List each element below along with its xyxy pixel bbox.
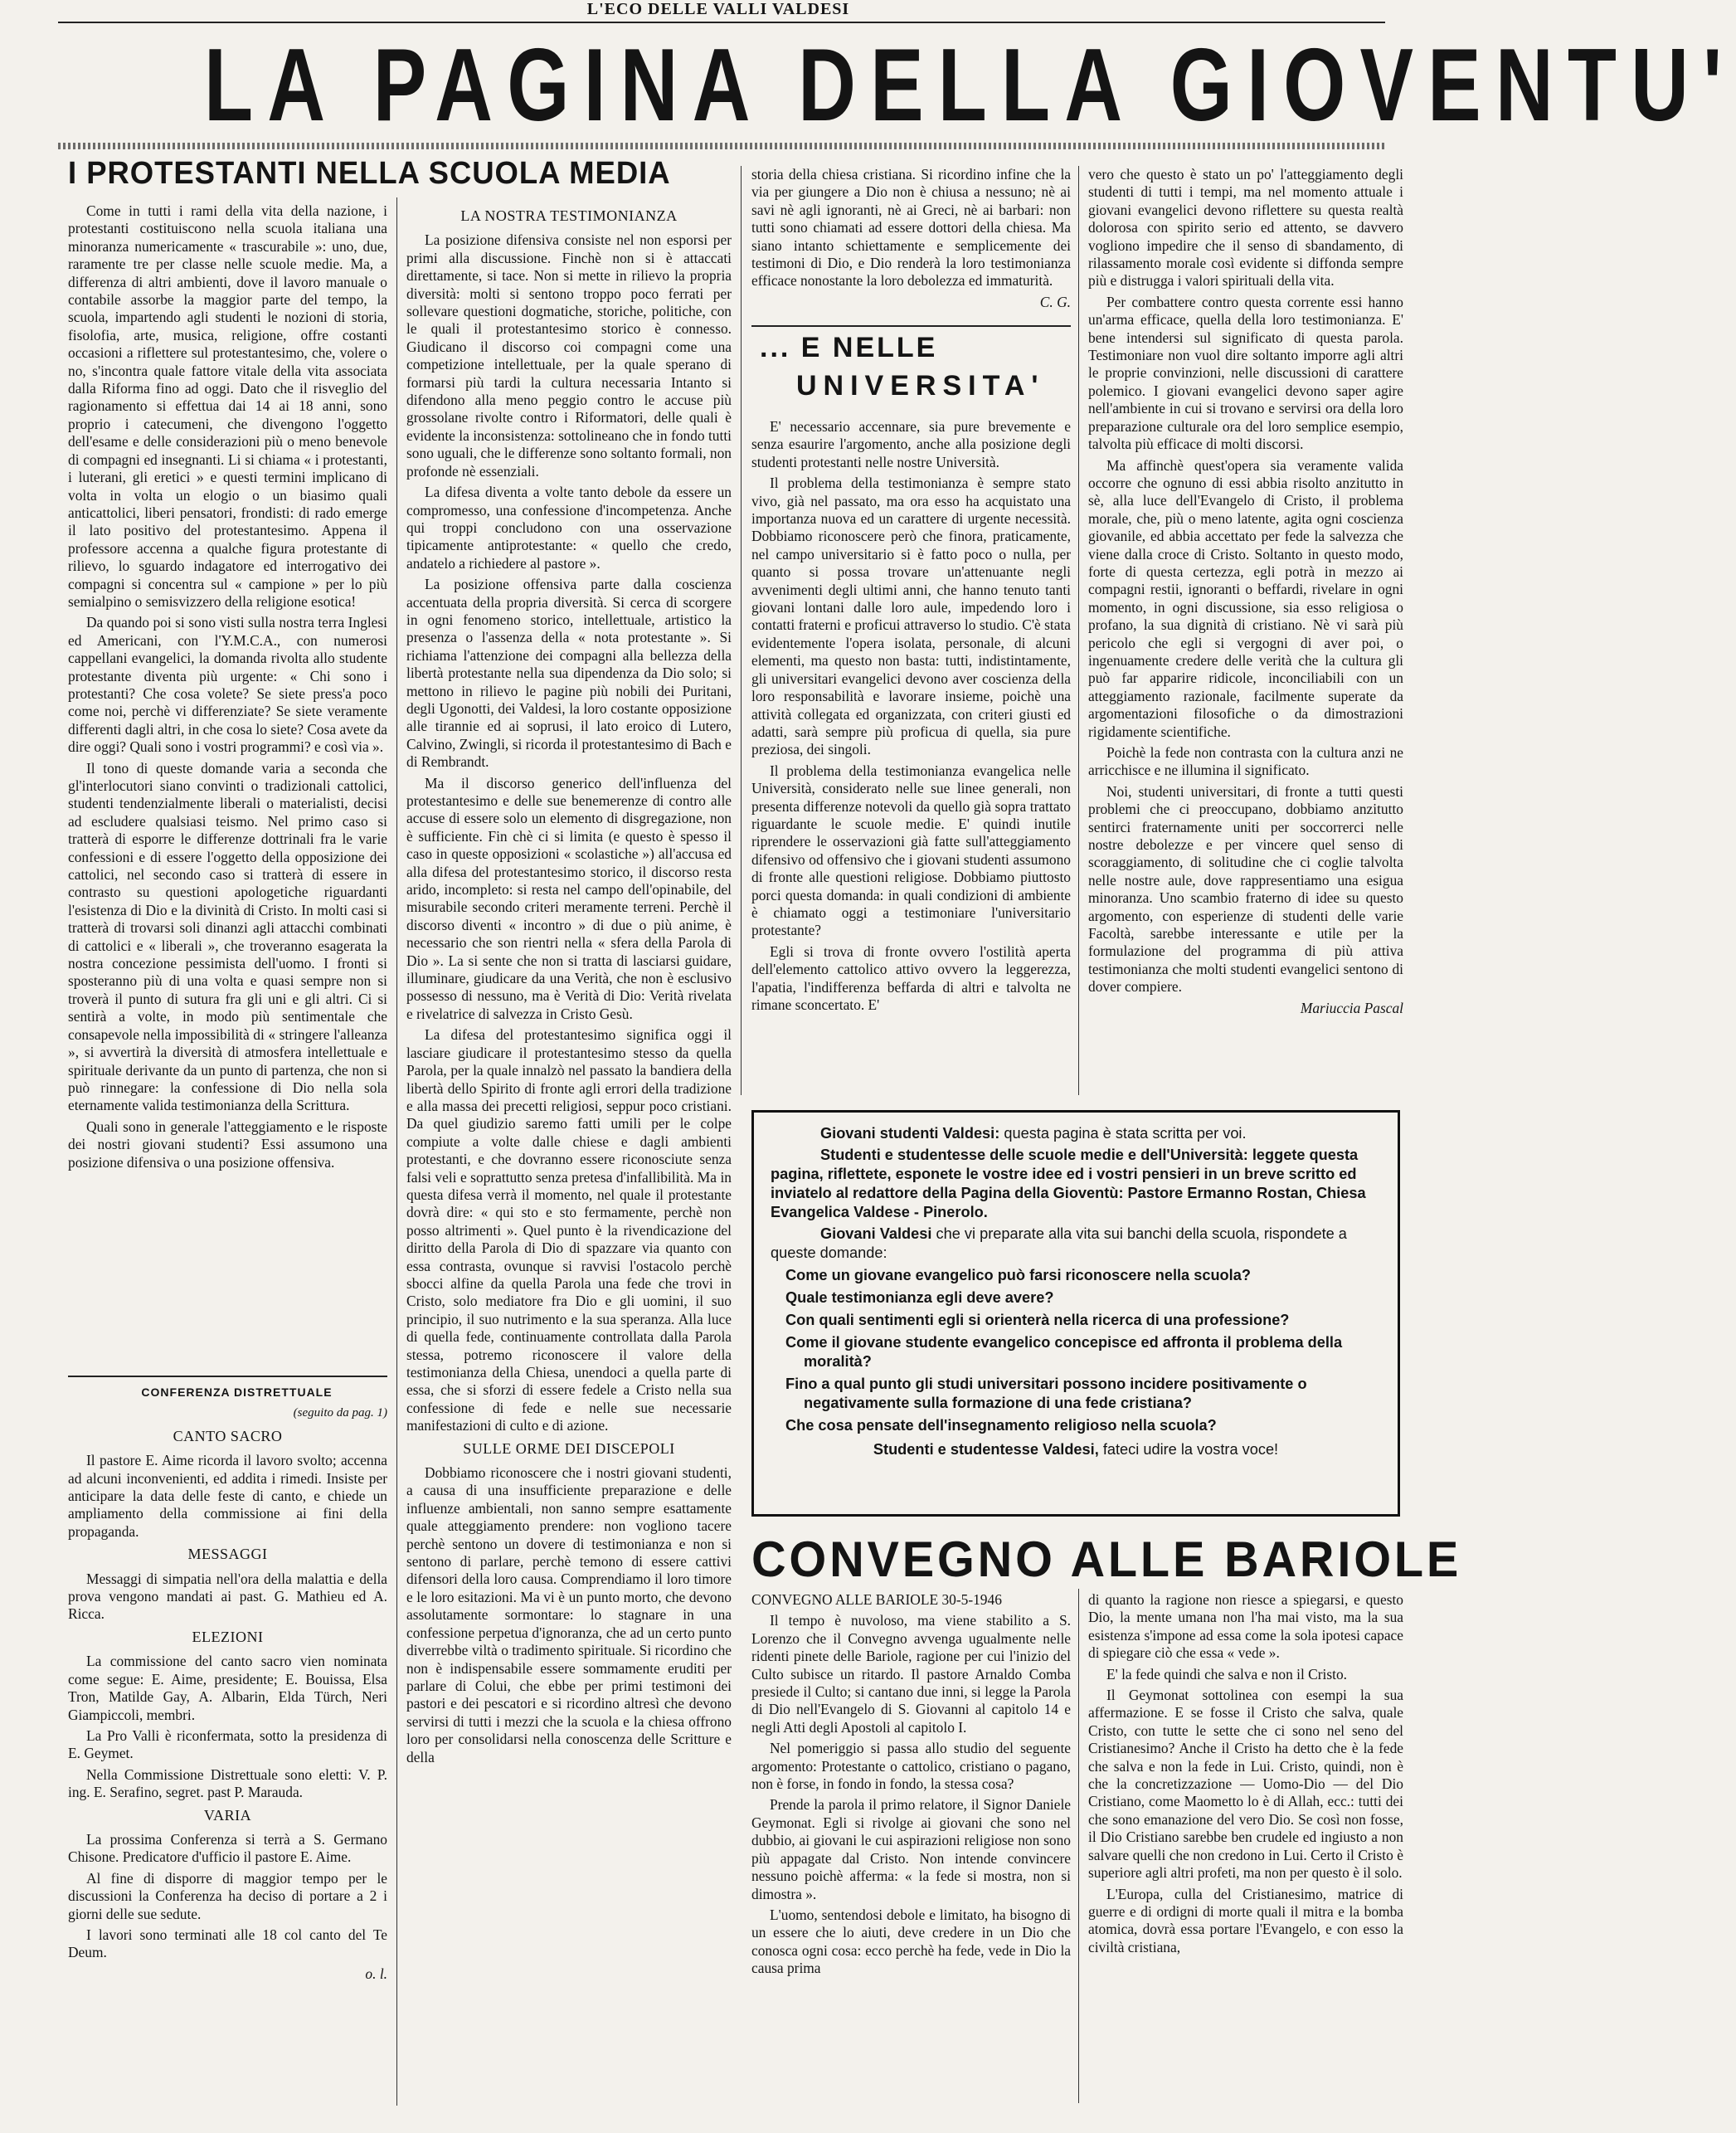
conferenza-title: CONFERENZA DISTRETTUALE [141, 1385, 333, 1399]
appeal-box [751, 1110, 1400, 1517]
paragraph: La posizione offensiva parte dalla coscienza accentuata della propria diversità. Si cerca di scorgere in ogni fenomeno storico, intellettuale, artistico la presenza o l'assenza della « nota protestante ». Si richiama l'attenzione dei compagni alla bellezza della libertà protestante nella sua dipendenza da Dio solo; si mettono in rilievo le pagine più nobili dei Puritani, degli Ugonotti, dei Valdesi, la loro costante opposizione alle tirannie ed ai soprusi, il lato eroico di Lutero, Calvino, Zwingli, si ricorda il protestantesimo di Bach e di Rembrandt. [406, 576, 732, 771]
appeal-label: Studenti e studentesse delle scuole medie e dell'Università: [820, 1147, 1248, 1163]
question-item: Che cosa pensate dell'insegnamento religioso nella scuola? [785, 1417, 1217, 1434]
column-rule [1078, 166, 1079, 1095]
paragraph: CONVEGNO ALLE BARIOLE 30-5-1946 [751, 1591, 1002, 1608]
paragraph: Il problema della testimonianza evangelica nelle Università, considerato nelle sue linee generali, non presenta differenze notevoli da quello già sopra trattato riguardante le scuole medie. E' quindi inutile riprendere le osservazioni già fatte sull'atteggiamento difensivo od offensivo che i giovani studenti assumono di fronte alle questioni religiose. Dobbiamo piuttosto porci questa domanda: in quali condizioni di ambiente è chiamato oggi a testimoniare l'universitario protestante? [751, 762, 1071, 939]
paragraph: Nella Commissione Distrettuale sono eletti: V. P. ing. E. Serafino, segret. past P. Marauda. [68, 1765, 387, 1801]
paragraph: La difesa diventa a volte tanto debole da essere un compromesso, una confessione d'incompetenza. Anche qui troppi concludono con una osservazione tipicamente antiprotestante: « quello che credo, andatelo a richiedere al pastore ». [406, 484, 732, 572]
section-heading: CANTO SACRO [173, 1427, 283, 1444]
section-divider [751, 325, 1071, 327]
paragraph: Il pastore E. Aime ricorda il lavoro svolto; accenna ad alcuni inconvenienti, ed addita i rimedi. Insiste per anticipare la data delle feste di canto, e chiede un ampliamento della commissione ai fini della propaganda. [68, 1452, 387, 1540]
paragraph: di quanto la ragione non riesce a spiegarsi, e questo Dio, la mente umana non l'ha mai visto, ma la sua esistenza s'impone ad essa come la sola ipotesi capace di spiegare ciò che essa « vede ». [1088, 1591, 1403, 1662]
appeal-paragraph [771, 1225, 1381, 1263]
article-column-3 [751, 418, 1071, 1095]
paragraph: La commissione del canto sacro vien nominata come segue: E. Aime, presidente; E. Bouissa, Elsa Tron, Matilde Gay, A. Albarin, Elda Türch, Neri Giampiccoli, membri. [68, 1653, 387, 1723]
page-masthead: LA PAGINA DELLA GIOVENTU' [204, 28, 1736, 143]
closing-label: Studenti e studentesse Valdesi, [873, 1441, 1099, 1458]
paragraph: Nel pomeriggio si passa allo studio del seguente argomento: Protestante o cattolico, cristiano o pagano, non è forse, in fondo in fondo, la stessa cosa? [751, 1740, 1071, 1793]
appeal-text: questa pagina è stata scritta per voi. [1004, 1125, 1247, 1142]
question-item: Con quali sentimenti egli si orienterà nella ricerca di una professione? [785, 1312, 1290, 1328]
paragraph: Noi, studenti universitari, di fronte a tutti questi problemi che ci preoccupano, dobbiamo anzitutto sentirci fraternamente uniti per soccorrerci nelle nostre debolezze e per vincere quel senso di scoraggiamento, di solitudine che ci coglie talvolta nelle nostre aule, dove rappresentiamo una esigua minoranza. Uno scambio fraterno di idee su questo argomento, con esperienze di studenti delle varie Facoltà, sarebbe interessante e utile per la formulazione del programma di più attiva testimonianza che molti studenti evangelici sentono di dover compiere. [1088, 782, 1403, 996]
section-heading: SULLE ORME DEI DISCEPOLI [463, 1439, 675, 1457]
appeal-text: leggete questa pagina, riflettete, esponete le vostre idee ed i vostri pensieri in un breve scritto ed inviatelo al redattore della Pagina della Gioventù: Pastore Ermanno Rostan, Chiesa Evangelica Valdese - Pinerolo. [771, 1147, 1366, 1220]
paragraph: Messaggi di simpatia nell'ora della malattia e della prova vengono mandati ai past. G. Mathieu ed A. Ricca. [68, 1570, 387, 1623]
paragraph: Il Geymonat sottolinea con esempi la sua affermazione. E se fosse il Cristo che salva, quale Cristo, con tutte le sette che ci sono nel seno del Cristianesimo? Anche il Cristo ha detto che è la fede che salva e non la fede in Lui. Cristo, quindi, non è che la concretizzazione — Uomo-Dio — del Dio Cristiano, come Maometto lo è di Allah, ecc.: tutti dei che sono emanazione del vero Dio. Se così non fosse, il Dio Cristiano sarebbe ben crudele ed ingiusto a non salvare quelli che non credono in Lui. Certo il Cristo è superiore agli altri profeti, ma non per questo è il solo. [1088, 1687, 1403, 1882]
question-item: Come il giovane studente evangelico concepisce ed affronta il problema della moralità? [785, 1334, 1343, 1370]
paragraph: Ma il discorso generico dell'influenza del protestantesimo e delle sue benemerenze di contro alle accuse di essere solo un elemento di disgregazione, non è sufficiente. Fin chè ci si limita (e questo è spesso il caso in queste opposizioni « scolastiche ») all'accusa ed alla difesa del protestantesimo storico, il discorso resta arido, incompleto: si resta nel campo dell'opinabile, del misurabile secondo criteri meramente terreni. Perchè il discorso diventi « incontro » di due o più anime, è necessario che son rientri nella « sfera della Parola di Dio ». La si sente che non si tratta di lasciarsi guidare, illuminare, giudicare da una Verità, che non è esclusivo possesso di nessuno, ma è Verità di Dio: Verità rivelata e rivelatrice di salvezza in Cristo Gesù. [406, 774, 732, 1022]
appeal-paragraph [771, 1124, 1381, 1143]
section-heading: LA NOSTRA TESTIMONIANZA [460, 207, 678, 224]
paragraph: Il tono di queste domande varia a seconda che gl'interlocutori siano convinti o tradizionali cattolici, studenti tendenzialmente liberali o materialisti, decisi ad escludere qualsiasi teismo. Nel primo caso si tratterà di esporre le differenze dottrinali fra le varie confessioni e di essere l'oggetto della opposizione dei cattolici, nel secondo caso si tratterà di essere in contrasto su questioni apologetiche riguardanti l'esistenza di Dio e la divinità di Cristo. In molti casi si tratterà di trovarsi soli dinanzi agli attacchi combinati di cattolici e « liberali », che troveranno esagerata la nostra concezione pessimista dell'uomo. I fronti si sposteranno più di una volta e quasi sempre non si troverà il punto di sutura fra gli uni e gli altri. Ci si sentirà a volte, in modo più sentimentale che consapevole nella impossibilità di « stringere l'alleanza », si avvertirà la diversità di atmosfera intellettuale e spirituale derivante da un punto di partenza, che non si può rinnegare: la confessione di Dio nella sola eternamente valida testimonianza della Scrittura. [68, 759, 387, 1114]
paragraph: L'Europa, culla del Cristianesimo, matrice di guerre e di ordigni di morte quali il mitra e la bomba atomica, dovrà essa portare l'Evangelo, e con esso la civiltà cristiana, [1088, 1885, 1403, 1955]
convegno-column-1 [751, 1591, 1071, 2114]
appeal-label: Giovani Valdesi [820, 1225, 932, 1242]
paragraph: La posizione difensiva consiste nel non esporsi per primi alla discussione. Finchè non si è attaccati direttamente, si tace. Non si mette in rilievo la propria diversità: molti si sentono troppo poco ferrati per sollevare questioni dogmatiche, storiche, politiche, con le quali il protestantesimo storico è connesso. Giudicano il discorso coi compagni come una competizione intellettuale, per la quale sperano di formarsi più tardi la cultura necessaria Intanto si difendono alla meno peggio contro le accuse più grossolane rivolte contro i Riformatori, delle quali è evidente la inconsistenza: sottolineano che in fondo tutti sono uguali, che le differenze sono soltanto formali, non profonde nè essenziali. [406, 231, 732, 480]
paragraph: Egli si trova di fronte ovvero l'ostilità aperta dell'elemento cattolico attivo ovvero la leggerezza, l'apatia, l'indifferenza beffarda di altri e talvolta ne rimane sconcertato. E' [751, 942, 1071, 1013]
paragraph: Quali sono in generale l'atteggiamento e le risposte dei nostri giovani studenti? Essi assumono una posizione difensiva o una posizione offensiva. [68, 1118, 387, 1171]
section-heading: ELEZIONI [192, 1628, 264, 1645]
paragraph: Poichè la fede non contrasta con la cultura anzi ne arricchisce e ne illumina il significato. [1088, 744, 1403, 779]
section-heading: MESSAGGI [187, 1546, 268, 1563]
signature: o. l. [365, 1965, 387, 1982]
article-headline: ... E NELLE [760, 332, 938, 363]
paragraph: Per combattere contro questa corrente essi hanno un'arma efficace, quella della loro testimonianza. E' bene intendersi sul significato di questa parola. Testimoniare non vuol dire soltanto imporre agli altri le proprie convinzioni, nelle discussioni di carattere polemico. I giovani evangelici devono saper agire nell'ambiente in cui si trovano e servirsi ora della loro preparazione culturale ora del loro semplice esempio, talvolta più efficace di molti discorsi. [1088, 293, 1403, 453]
section-heading: VARIA [203, 1806, 252, 1824]
question-item: Fino a qual punto gli studi universitari possono incidere positivamente o negativamente sulla formazione di una fede cristiana? [785, 1376, 1307, 1411]
question-item: Come un giovane evangelico può farsi riconoscere nella scuola? [785, 1267, 1251, 1283]
signature: Mariuccia Pascal [1300, 999, 1403, 1016]
column-rule [396, 197, 397, 2106]
article-headline: UNIVERSITA' [796, 370, 1045, 402]
article-column-2 [406, 202, 732, 2111]
paragraph: Ma affinchè quest'opera sia veramente valida occorre che ognuno di essi abbia risolto anzitutto in sè, alla luce dell'Evangelo di Cristo, il problema morale, che, più o meno latente, agita ogni coscienza giovanile, ed abbia accettato per fede la salvezza che viene dalla croce di Cristo. Soltanto in questo modo, forte di questa certezza, egli potrà in mezzo ai compagni restii, ignoranti o beffardi, rivelare in ogni momento, in ogni discussione, sia esso religiosa o profano, la sua dignità di cristiano. Nè vi sarà più pericolo che egli si vergogni di aver poi, o ingenuamente credere delle verità che la cultura gli può far apparire ridicole, inconciliabili con un atteggiamento razionale, facilmente superate da argomentazioni filosofiche o da dimostrazioni rigidamente scientifiche. [1088, 456, 1403, 740]
section-divider [68, 1376, 387, 1377]
paragraph: Al fine di disporre di maggior tempo per le discussioni la Conferenza ha deciso di portare a 2 i giorni delle sue sedute. [68, 1869, 387, 1922]
convegno-headline: CONVEGNO ALLE BARIOLE [751, 1532, 1462, 1587]
paragraph: I lavori sono terminati alle 18 col canto del Te Deum. [68, 1926, 387, 1961]
column-rule [1078, 1589, 1079, 2103]
paragraph: storia della chiesa cristiana. Si ricordino infine che la via per giungere a Dio non è chiusa a nessuno; nè ai savi nè agli ignoranti, nè ai Greci, nè ai barbari: non tutti sono chiamati ad essere dottori della chiesa. Ma siano intanto schiettamente e semplicemente dei testimoni di Dio, e Dio renderà la loro testimonianza efficace nonostante la loro debolezza ed immaturità. [751, 166, 1071, 290]
article-column-1 [68, 202, 387, 1372]
appeal-closing [771, 1440, 1381, 1459]
signature: C. G. [1039, 293, 1071, 310]
appeal-label: Giovani studenti Valdesi: [820, 1125, 1000, 1142]
masthead-underline [58, 143, 1385, 149]
paragraph: L'uomo, sentendosi debole e limitato, ha bisogno di un essere che lo aiuti, deve credere in un Dio che conosca ogni cosa: ecco perchè ha fede, vede in Dio la causa prima [751, 1906, 1071, 1977]
closing-text: fateci udire la vostra voce! [1102, 1441, 1279, 1458]
paragraph: La Pro Valli è riconfermata, sotto la presidenza di E. Geymet. [68, 1726, 387, 1762]
article-column-4 [1088, 166, 1403, 1095]
appeal-paragraph [771, 1146, 1381, 1222]
article-headline: I PROTESTANTI NELLA SCUOLA MEDIA [68, 156, 671, 191]
paragraph: E' la fede quindi che salva e non il Cristo. [1106, 1665, 1348, 1683]
paragraph: La difesa del protestantesimo significa oggi il lasciare giudicare il protestantesimo stesso da quella Parola, per la quale innalzò nel passato la bandiera della libertà dello Spirito di fronte agli errori della tradizione e alla massa dei precetti religiosi, seppur poco cristiani. Da quel giudizio saremo fatti umili per le colpe compiute a volte dalle chiese e dagli ambienti protestanti, e che dovranno essere riconosciute senza falsi veli e soprattutto senza pretesa d'infallibilità. Ma in questa difesa verrà il momento, nel quale il protestante dovrà dire: « qui sto e sto fermamente, perchè non posso altrimenti ». Quel punto è la rivendicazione del diritto della Parola di Dio di spazzare via quanto con essa contrasta, ovunque si ravvisi l'ostacolo perchè sbocci alfine da quella Parola una fede che trovi in Cristo, solo mediatore fra Dio e gli uomini, il suo principio, il suo nutrimento e la sua speranza. Alla luce di quella fede, continuamente controllata dalla Parola stessa, potremo riconoscere il valore della testimonianza della Chiesa, unendoci a quella parte di essa, che si sforzi di essere fedele a Cristo nella sua confessione di fede e nelle sue necessarie manifestazioni di culto e di azione. [406, 1026, 732, 1434]
running-head: L'ECO DELLE VALLI VALDESI [586, 0, 850, 18]
conferenza-column [68, 1384, 387, 2114]
paragraph: Dobbiamo riconoscere che i nostri giovani studenti, a causa di una insufficiente preparazione e delle influenze ambientali, non sanno sempre esattamente quale atteggiamento prendere: non vogliono tacere perchè sentono un dovere di testimonianza e non si sentono di parlare, perchè temono di essere cattivi difensori della loro causa. Comprendiamo il loro timore e le loro esitazioni. Ma vi è un punto morto, che devono assolutamente sormontare: lo stagnare in una confessione perpetua d'ignoranza, che ad un certo punto diverrebbe viltà o tradimento spirituale. Si ricordino che non è indispensabile essere sommamente eruditi per parlare di Colui, che ebbe per primi testimoni dei pastori e dei pescatori e si ricordino altresì che devono servirsi di tutti i mezzi che la scuola e la chiesa offrono loro per consolidarsi nella conoscenza delle Scritture e della [406, 1464, 732, 1765]
header-rule [58, 22, 1385, 23]
convegno-column-2 [1088, 1591, 1403, 2114]
paragraph: Da quando poi si sono visti sulla nostra terra Inglesi ed Americani, con l'Y.M.C.A., con numerosi cappellani evangelici, la domanda rivolta allo studente protestante diventa più urgente: « Chi sono i protestanti? Che cosa volete? Se siete press'a poco come noi, perchè vi differenziate? Se siete veramente differenti dagli altri, in che cosa lo siete? Cosa avete da dire oggi? Quali sono i vostri programmi? e così via ». [68, 614, 387, 756]
column-rule [741, 166, 742, 1095]
paragraph: Il problema della testimonianza è sempre stato vivo, già nel passato, ma ora esso ha acquistato una importanza nuova ed un carattere di urgente necessità. Dobbiamo riconoscere però che finora, praticamente, nel campo universitario si è fatto poco o nulla, per quanto si possa trovare un'attenuante negli avvenimenti degli ultimi anni, che hanno tenuto tanti giovani lontani dalle loro aule, impedendo loro i contatti fraterni e proficui attraverso lo studio. C'è stata evidentemente l'opera isolata, personale, di alcuni elementi, ma questo non basta: tutti, indistintamente, gli universitari evangelici devono aver coscienza della loro responsabilità e lavorare insieme, poichè una attività collegata ed organizzata, con criteri giusti ed adatti, sarà sempre più proficua di quella, sia pure preziosa, dei singoli. [751, 475, 1071, 758]
paragraph: E' necessario accennare, sia pure brevemente e senza esaurire l'argomento, anche alla posizione degli studenti protestanti nelle nostre Università. [751, 418, 1071, 470]
paragraph: Prende la parola il primo relatore, il Signor Daniele Geymonat. Egli si rivolge ai giovani che sono nel dubbio, ai giovani le cui aspirazioni religiose non sono più appagate dal Cristo. Non intende convincere nessuno poichè afferma: « la fede si mostra, non si dimostra ». [751, 1796, 1071, 1902]
paragraph: La prossima Conferenza si terrà a S. Germano Chisone. Predicatore d'ufficio il pastore E. Aime. [68, 1830, 387, 1866]
continuation-note: (seguito da pag. 1) [293, 1406, 387, 1420]
paragraph: Il tempo è nuvoloso, ma viene stabilito a S. Lorenzo che il Convegno avvenga ugualmente nelle ridenti pinete delle Bariole, ragione per cui l'inizio del Culto subisce un ritardo. Il pastore Arnaldo Comba presiede il Culto; si cantano due inni, si legge la Parola di Dio nell'Evangelo di S. Giovanni al capitolo 14 e negli Atti degli Apostoli al capitolo I. [751, 1612, 1071, 1736]
appeal-text: che vi preparate alla vita sui banchi della scuola, rispondete a queste domande: [771, 1225, 1347, 1261]
paragraph: vero che questo è stato un po' l'atteggiamento degli studenti di tutti i tempi, ma nel momento attuale i giovani evangelici devono riflettere su questa realtà dolorosa con spirito serio ed attento, se davvero vogliono impedire che il senso di sbandamento, di rilassamento morale così evidente si diffonda sempre più e distrugga i valori spirituali della vita. [1088, 166, 1403, 290]
article-column-3-top [751, 166, 1071, 324]
paragraph: Come in tutti i rami della vita della nazione, i protestanti costituiscono nella scuola italiana una minoranza numericamente « trascurabile »: uno, due, raramente tre per classe nelle scuole medie. Ma, a differenza di altri ambienti, dove il lavoro manuale o contabile assorbe la maggior parte del tempo, la scuola, impartendo agli studenti le nozioni di storia, fisolofia, arte, musica, religione, offre costanti occasioni a riflettere sul protestantesimo, che, volere o no, s'incontra quale fattore vitale della vita associata dalla Riforma fino ad oggi. Dato che il risveglio del ragionamento si effettua dai 14 ai 18 anni, sono proprio i catecumeni, che divengono l'oggetto dell'esame e delle considerazioni più o meno benevole di compagni ed insegnanti. Li si chiama « i protestanti, i luterani, gli eretici » e questi termini implicano di volta in volta un elogio o un biasimo quali anticattolici, liberi pensatori, frondisti: di rado emerge il lato positivo del protestantesimo. Appena il professore accenna a qualche figura protestante di rilievo, lo sguardo indagatore ed interrogativo dei compagni si concentra sul « campione » per lo più semialpino o semisvizzero della religione esotica! [68, 202, 387, 610]
question-item: Quale testimonianza egli deve avere? [785, 1289, 1054, 1306]
